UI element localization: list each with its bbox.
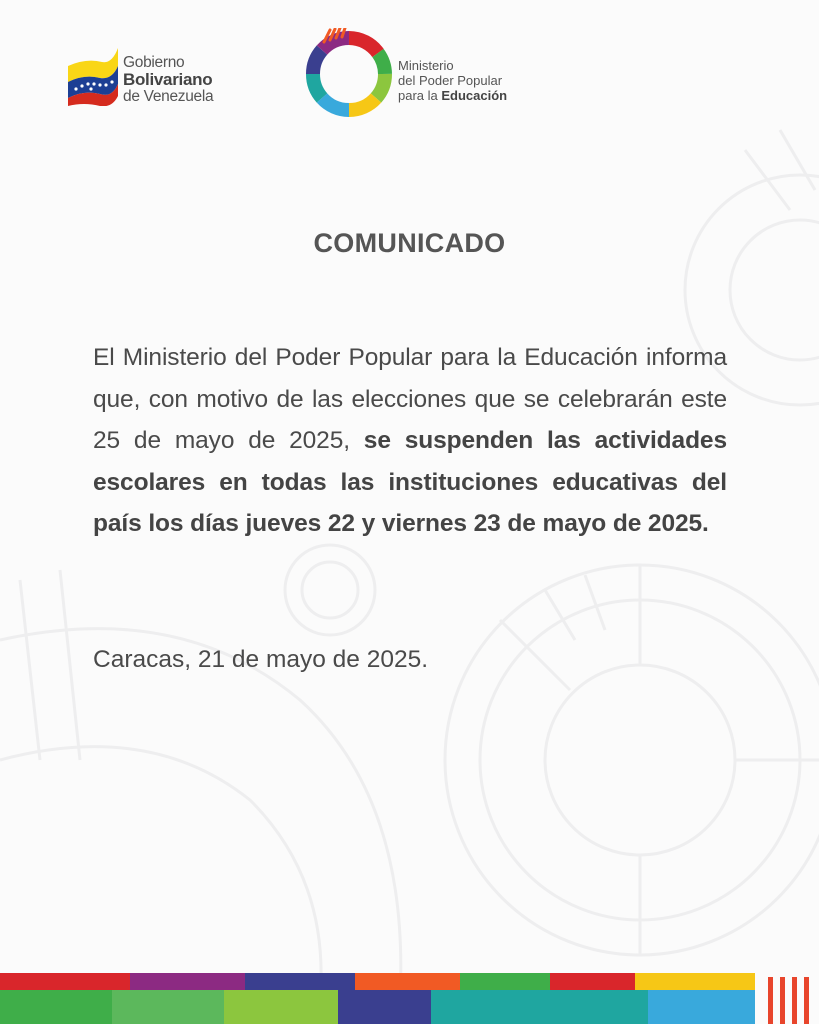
ministerio-line-3 [398, 88, 507, 103]
stripe-navy-top [245, 973, 355, 990]
gobierno-line-3: de Venezuela [123, 88, 214, 105]
footer-bars-icon [764, 973, 819, 1024]
stripe-red-2 [550, 973, 635, 990]
stripe-yellow [635, 973, 755, 990]
stripe-light-green [224, 990, 338, 1024]
stripe-sky [648, 990, 755, 1024]
stripe-purple [130, 973, 245, 990]
footer-stripe-top [0, 973, 755, 990]
gobierno-line-2: Bolivariano [123, 70, 213, 89]
gobierno-line-1: Gobierno [123, 54, 185, 71]
stripe-orange [355, 973, 460, 990]
ministerio-text [398, 58, 507, 103]
announcement-regular-text: El Ministerio del Poder Popular para la Educación informa que, con motivo de las elecciones que se celebrarán este 25 de mayo de 2025, [93, 344, 727, 454]
announcement-bold-text: se suspenden las actividades escolares en todas las instituciones educativas del país los días jueves 22 y viernes 23 de mayo de 2025. [93, 427, 727, 537]
ministerio-line-3-bold: Educación [441, 88, 508, 103]
stripe-mid-green [112, 990, 224, 1024]
gobierno-bolivariano-logo [66, 44, 236, 108]
stripe-green [0, 990, 112, 1024]
stripe-green-top [460, 973, 550, 990]
venezuela-flag-icon [66, 44, 120, 106]
stripe-navy [338, 990, 431, 1024]
ministerio-line-2: del Poder Popular [398, 73, 503, 88]
ministerio-ring-icon [304, 28, 394, 120]
ministerio-line-1: Ministerio [398, 58, 454, 73]
stripe-red [0, 973, 130, 990]
ministerio-educacion-logo [304, 28, 534, 122]
stripe-teal [431, 990, 648, 1024]
footer-color-stripes [0, 973, 819, 1024]
signoff-date: Caracas, 21 de mayo de 2025. [93, 646, 429, 673]
ministerio-line-3-prefix: para la [398, 88, 442, 103]
announcement-body [93, 337, 727, 545]
page-title: COMUNICADO [313, 228, 506, 258]
gobierno-text [123, 54, 213, 105]
footer-stripe-bottom [0, 990, 755, 1024]
